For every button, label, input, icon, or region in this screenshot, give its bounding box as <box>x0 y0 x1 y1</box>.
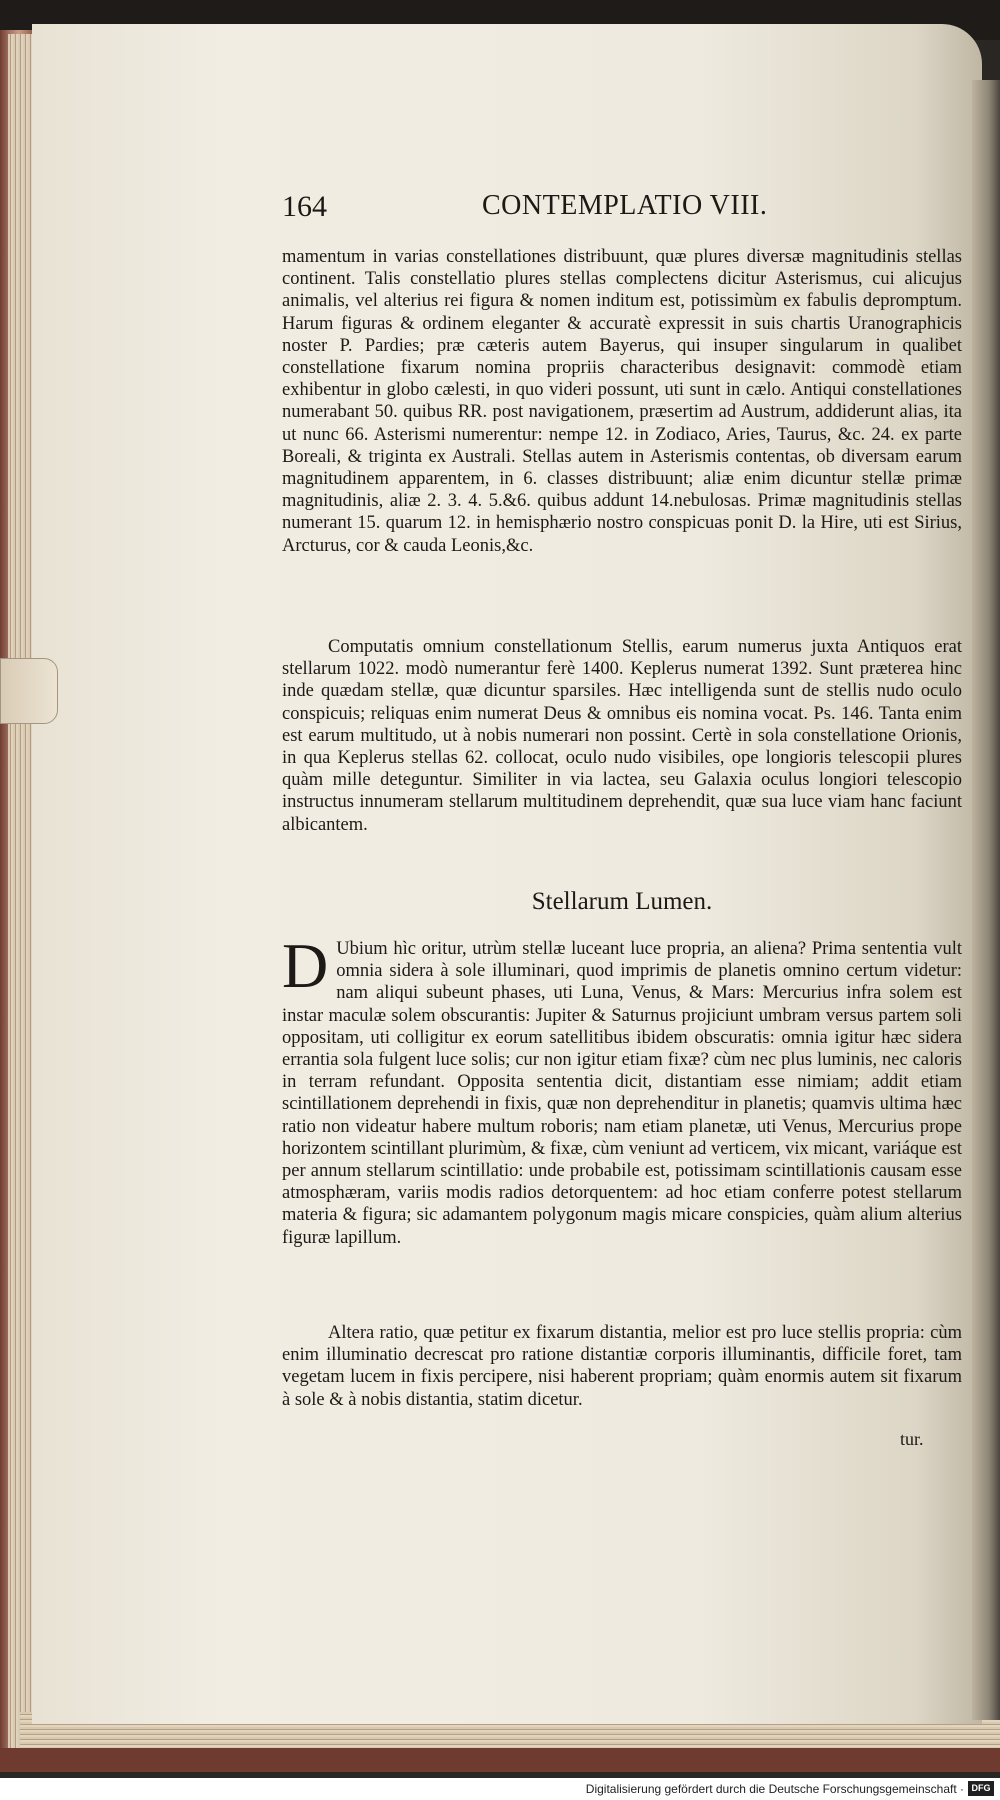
digitization-footer <box>0 1778 1000 1800</box>
dfg-logo: DFG <box>968 1781 994 1796</box>
bookmark-tab <box>0 658 58 724</box>
page-number: 164 <box>282 190 327 223</box>
page-edges-left <box>8 34 34 1754</box>
drop-cap: D <box>282 930 329 1001</box>
catchword: tur. <box>900 1429 924 1449</box>
section-heading: Stellarum Lumen. <box>531 888 713 915</box>
paragraph: mamentum in varias constellationes distribuunt, quæ plures diversæ magnitudinis stellas continent. Talis constellatio plures stellas complectens dicitur Asterismus, cui alicujus animalis, vel alterius rei figura & nomen inditum est, potissimùm ex fabulis depromptum. Harum figuras & ordinem eleganter & accuratè expressit in suis chartis Uranographicis noster P. Pardies; præ cæteris autem Bayerus, qui insuper singularum in qualibet constellatione fixarum nomina propriis characteribus designavit: commodè etiam exhibentur in globo cælesti, in quo videri possunt, uti sunt in cælo. Antiqui constellationes numerabant 50. quibus RR. post navigationem, præsertim ad Austrum, addiderunt alias, ita ut nunc 66. Asterismi numerentur: nempe 12. in Zodiaco, Aries, Taurus, &c. 24. ex parte Boreali, & triginta ex Australi. Stellas autem in Asterismis contentas, ob diversam earum magnitudinem apparentem, in 6. classes distribuunt; aliæ enim dicuntur stellæ primæ magnitudinis, aliæ 2. 3. 4. 5.&6. quibus addunt 14.nebulosas. Primæ magnitudinis stellas numerant 15. quarum 12. in hemisphærio nostro conspicuas ponit D. la Hire, uti est Sirius, Arcturus, cor & cauda Leonis,&c. <box>282 247 962 556</box>
page-curl-right <box>972 80 1000 1720</box>
footer-credit: Digitalisierung gefördert durch die Deutsche Forschungsgemeinschaft · <box>585 1782 964 1796</box>
text-block-star-count <box>282 636 962 836</box>
paragraph: Computatis omnium constellationum Stellis, earum numerus juxta Antiquos erat stellarum 1022. modò numerantur ferè 1400. Keplerus numerat 1392. Sunt præterea hinc inde quædam stellæ, quæ dicuntur sparsiles. Hæc intelligenda sunt de stellis nudo oculo conspicuis; reliquas enim numerat Deus & omnibus eis nomina vocat. Ps. 146. Tanta enim est earum multitudo, ut à nobis numerari non possint. Certè in sola constellatione Orionis, in qua Keplerus stellas 62. collocat, oculo nudo visibiles, ope longioris telescopii plures quàm mille deteguntur. Similiter in via lactea, seu Galaxia oculus longiori telescopio instructus innumeram stellarum multitudinem deprehendit, quæ sua luce viam hanc faciunt albicantem. <box>282 637 962 835</box>
paragraph: Altera ratio, quæ petitur ex fixarum distantia, melior est pro luce stellis propria: cùm enim illuminatio decrescat pro ratione distantiæ corporis illuminantis, difficile foret, tam vegetam lucem in fixis percipere, nisi haberent propriam; quàm enormis autem sit fixarum à sole & à nobis distantia, statim dicetur. <box>282 1323 962 1410</box>
text-block-distance-argument <box>282 1322 962 1411</box>
section-title: CONTEMPLATIO VIII. <box>482 190 768 221</box>
text-block-continuation <box>282 246 962 557</box>
running-head <box>282 190 782 230</box>
paragraph: Ubium hìc oritur, utrùm stellæ luceant luce propria, an aliena? Prima sententia vult omnia sidera à sole illuminari, quod imprimis de planetis omnino certum videtur: nam aliqui subeunt phases, uti Luna, Venus, & Mars: Mercurius infra solem est instar maculæ solem obscurantis: Jupiter & Saturnus projiciunt umbram versus partem soli oppositam, uti colligitur ex eorum satellitibus ibidem obscuratis: omnia igitur hæc sidera errantia sola fulgent luce solis; cur non igitur etiam fixæ? cùm nec plus luminis, nec caloris in terram refundant. Opposita sententia dicit, distantiam esse nimiam; addit etiam scintillationem deprehendi in fixis, quæ non deprehenditur in planetis; quamvis ultima hæc ratio non videatur habere multum roboris; nam etiam planetæ, uti Venus, Mercurius prope horizontem scintillant plurimùm, & fixæ, cùm veniunt ad verticem, vix micant, variáque est per annum stellarum scintillatio: unde probabile est, potissimam scintillationis causam esse atmosphæram, variis modis radios detorquentem: ad hoc etiam conferre potest stellarum materia & figura; sic adamantem polygonum magis micare conspicies, quàm alium alterius figuræ lapillum. <box>282 939 962 1248</box>
book-cover-bottom <box>0 1748 1000 1772</box>
text-block-light-question <box>282 930 962 1249</box>
